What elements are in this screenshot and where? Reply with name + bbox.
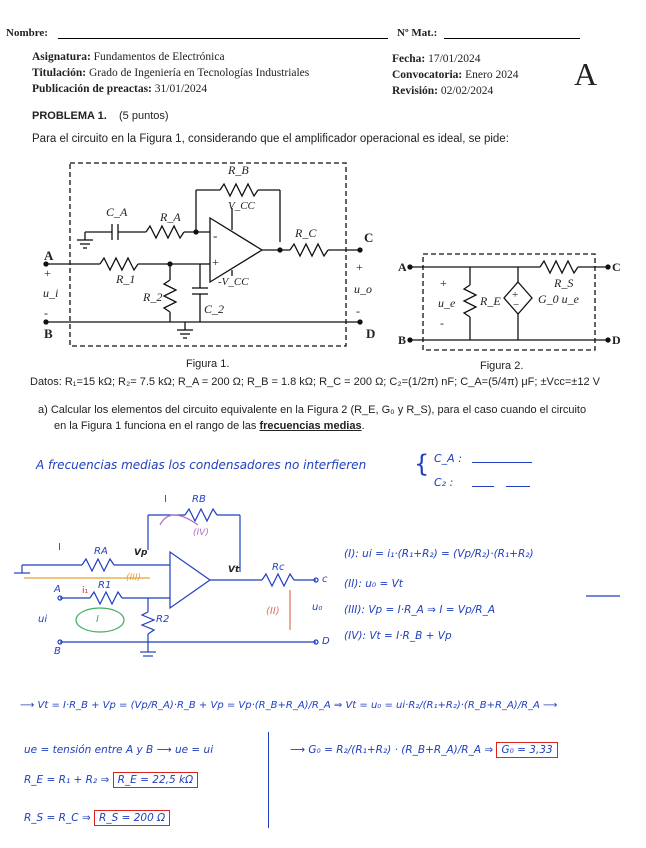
label-RA: R_A — [160, 210, 181, 224]
sketch-label-loop-I: I — [96, 614, 99, 625]
question-a-line1: a) Calcular los elementos del circuito equivalente en la Figura 2 (R_E, G₀ y R_S), para el caso cuando el circuito — [38, 404, 587, 416]
fig2-minus: - — [440, 316, 444, 330]
sketch-label-I: I — [164, 494, 167, 505]
sketch-label-loop-II: (II) — [266, 606, 280, 617]
equation-III: (III): Vp = I·R_A ⇒ I = Vp/R_A — [344, 604, 495, 616]
revision-row: Revisión: 02/02/2024 — [392, 85, 494, 97]
label-RB: R_B — [228, 163, 249, 177]
sketch-R2 — [142, 612, 154, 634]
sketch-label-R1: R1 — [98, 580, 112, 591]
sketch-label-IV: (IV) — [193, 528, 209, 538]
rs-line: R_S = R_C ⇒ R_S = 200 Ω — [24, 812, 170, 824]
label-node-B: B — [44, 326, 53, 341]
fig2-source-minus: − — [513, 299, 520, 311]
equation-I: (I): ui = i₁·(R₁+R₂) = (Vp/R₂)·(R₁+R₂) — [344, 548, 534, 560]
c2-label: C₂ : — [434, 476, 454, 489]
label-node-A: A — [44, 248, 54, 263]
fig2-node-C: C — [612, 260, 621, 274]
fig2-RS: R_S — [554, 276, 574, 290]
fig2-ue: u_e — [438, 296, 456, 310]
label-RC: R_C — [295, 226, 317, 240]
label-uo: u_o — [354, 282, 372, 296]
equation-IV: (IV): Vt = I·R_B + Vp — [344, 630, 452, 642]
exam-version-letter: A — [574, 56, 598, 92]
label-minus-in: - — [44, 306, 48, 320]
sketch-label-I-left: I — [58, 542, 61, 553]
sketch-label-RB: RB — [192, 494, 206, 505]
g0-result-box: G₀ = 3,33 — [496, 742, 557, 758]
nmat-label: Nº Mat.: — [397, 27, 438, 39]
question-a-line2: en la Figura 1 funciona en el rango de las frecuencias medias. — [54, 420, 365, 432]
problem-heading: PROBLEMA 1. (5 puntos) — [32, 110, 169, 122]
sketch-opamp — [170, 552, 210, 608]
problem-statement: Para el circuito en la Figura 1, considerando que el amplificador operacional es ideal, se pide: — [32, 133, 509, 145]
label-R2: R_2 — [143, 290, 163, 304]
label-opamp-plus: + — [212, 255, 219, 269]
equation-II: (II): u₀ = Vt — [344, 578, 403, 590]
sketch-R1 — [90, 592, 122, 604]
label-node-C: C — [364, 230, 374, 245]
sketch-RA — [82, 559, 114, 571]
label-minus-VCC: -V_CC — [218, 276, 249, 288]
sketch-label-i1: i₁ — [82, 586, 89, 596]
figure1-caption: Figura 1. — [186, 358, 230, 370]
sketch-RC — [262, 574, 294, 586]
label-plus-in: + — [44, 266, 51, 280]
re-line: R_E = R₁ + R₂ ⇒ R_E = 22,5 kΩ — [24, 774, 198, 786]
label-R1: R_1 — [116, 272, 136, 286]
derivation-line: ⟶ Vt = I·R_B + Vp = (Vp/R_A)·R_B + Vp = Vp·(R_B+R_A)/R_A ⇒ Vt = u₀ = ui·R₂/(R₁+R₂)·(R_B+R_A)/R_A ⟶ — [20, 700, 558, 711]
sketch-label-B: B — [54, 646, 61, 657]
sketch-label-RA: RA — [94, 546, 108, 557]
fig2-RE: R_E — [480, 294, 501, 308]
sketch-label-RC: Rc — [272, 562, 285, 573]
fig2-node-B: B — [398, 333, 407, 347]
datos-line: Datos: R₁=15 kΩ; R₂= 7.5 kΩ; R_A = 200 Ω; R_B = 1.8 kΩ; R_C = 200 Ω; C₂=(1/2π) nF; C_A=(5/4π) μF; ±Vcc=±12 V — [30, 376, 600, 388]
fig2-node-D: D — [612, 333, 621, 347]
g0-line: ⟶ G₀ = R₂/(R₁+R₂) · (R_B+R_A)/R_A ⇒ G₀ = 3,33 — [290, 744, 558, 756]
label-opamp-minus: - — [213, 228, 218, 243]
sketch-label-A: A — [54, 584, 61, 595]
sketch-label-c: c — [322, 574, 328, 585]
nombre-label: Nombre: — [6, 27, 48, 39]
sketch-label-Vp: Vp — [134, 548, 148, 558]
brace: { — [414, 450, 430, 478]
fecha-row: Fecha: 17/01/2024 — [392, 53, 481, 65]
rs-result-box: R_S = 200 Ω — [94, 810, 170, 826]
sketch-label-uo: u₀ — [312, 602, 323, 613]
fig2-plus: + — [440, 276, 447, 290]
fig2-G0ue: G_0 u_e — [538, 292, 579, 306]
label-VCC: V_CC — [228, 200, 255, 212]
convocatoria-row: Convocatoria: Enero 2024 — [392, 69, 519, 81]
sketch-label-ui: ui — [38, 614, 48, 625]
frecuencias-medias-emphasis: frecuencias medias — [259, 420, 362, 432]
label-plus-out: + — [356, 260, 363, 274]
fig2-node-A: A — [398, 260, 407, 274]
sketch-label-D: D — [322, 636, 330, 647]
re-result-box: R_E = 22,5 kΩ — [113, 772, 198, 788]
figure2-caption: Figura 2. — [480, 360, 524, 372]
label-C2: C_2 — [204, 302, 225, 316]
ca-label: C_A : — [434, 452, 462, 465]
sketch-label-III: (III) — [126, 573, 141, 583]
asignatura-value: Fundamentos de Electrónica — [93, 51, 225, 63]
titulacion-row: Titulación: Grado de Ingeniería en Tecnologías Industriales — [32, 67, 310, 79]
label-ui: u_i — [43, 286, 59, 300]
fig2-source-plus: + — [512, 289, 519, 301]
asignatura-row: Asignatura: Fundamentos de Electrónica — [32, 51, 225, 63]
sketch-loop-I — [76, 608, 124, 632]
sketch-label-Vt: Vt — [228, 565, 240, 575]
solution-intro: A frecuencias medias los condensadores no interfieren — [36, 458, 367, 472]
publicacion-value: 31/01/2024 — [154, 83, 208, 95]
label-node-D: D — [366, 326, 376, 341]
titulacion-value: Grado de Ingeniería en Tecnologías Industriales — [88, 67, 310, 79]
sketch-label-R2: R2 — [156, 614, 170, 625]
solution-divider — [268, 732, 269, 828]
ue-line: ue = tensión entre A y B ⟶ ue = ui — [24, 744, 214, 756]
publicacion-row: Publicación de preactas: 31/01/2024 — [32, 83, 208, 95]
label-CA: C_A — [106, 205, 128, 219]
label-minus-out: - — [356, 304, 360, 318]
